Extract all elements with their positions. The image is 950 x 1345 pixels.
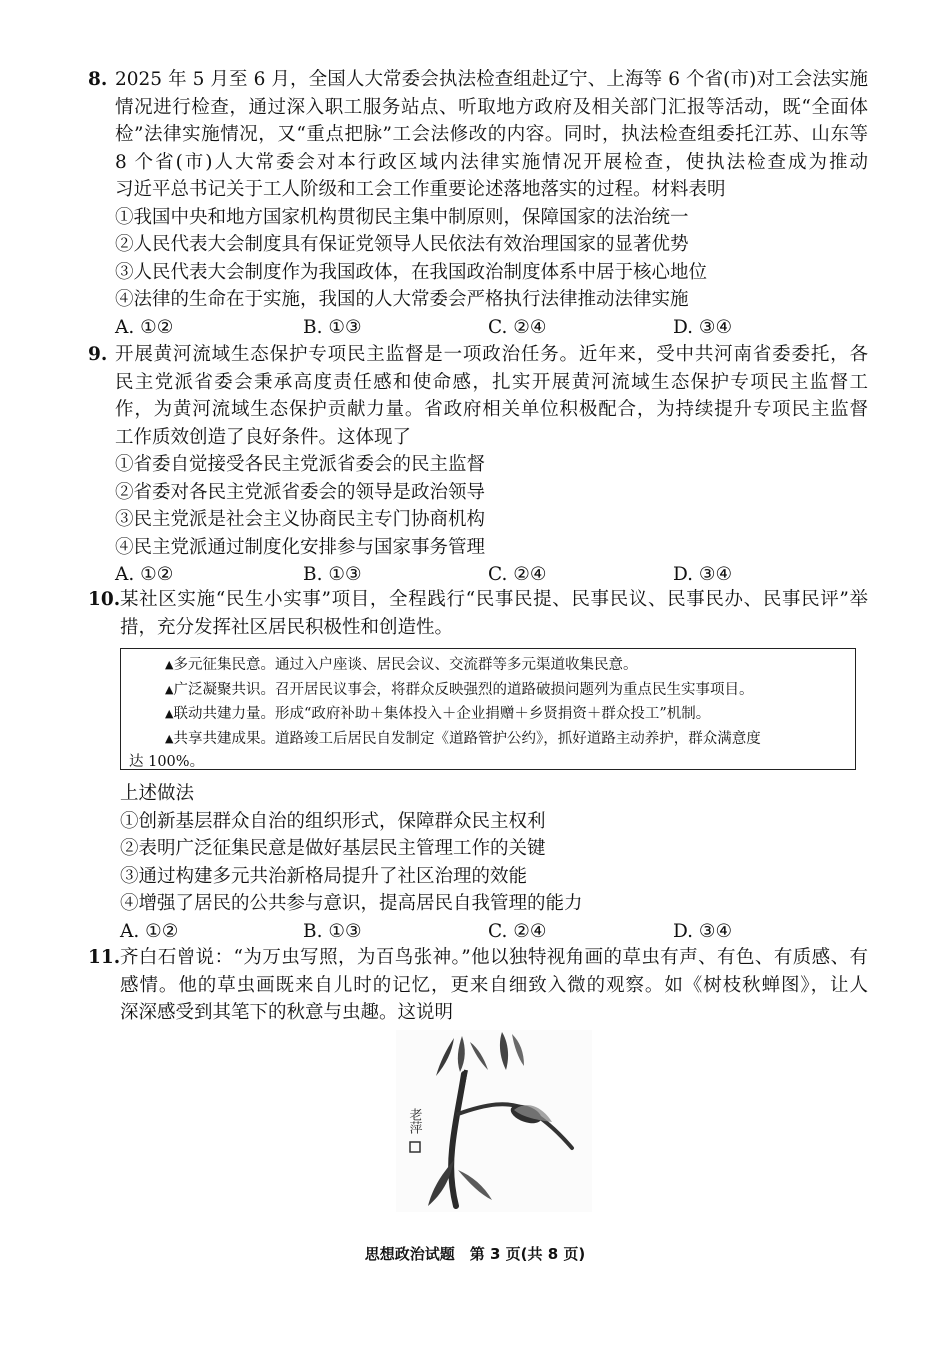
artist-signature: 老萍 bbox=[406, 1108, 422, 1134]
question-9-stem bbox=[88, 341, 868, 451]
material-line bbox=[129, 727, 847, 752]
stem-line: 齐白石曾说：“为万虫写照，为百鸟张神。”他以独特视角画的草虫有声、有色、有质感、有 bbox=[120, 947, 868, 968]
question-8-choices bbox=[88, 314, 868, 342]
option-1: ①我国中央和地方国家机构贯彻民主集中制原则，保障国家的法治统一 bbox=[115, 206, 689, 228]
material-text: 共享共建成果。道路竣工后居民自发制定《道路管护公约》，抓好道路主动养护，群众满意度 bbox=[173, 730, 761, 747]
question-11 bbox=[88, 944, 868, 1027]
stem-line: 作，为黄河流域生态保护贡献力量。省政府相关单位积极配合，为持续提升专项民主监督 bbox=[115, 399, 868, 420]
stem-line: 感情。他的草虫画既来自儿时的记忆，更来自细致入微的观察。如《树枝秋蝉图》，让人 bbox=[120, 974, 868, 996]
triangle-bullet-icon: ▲ bbox=[165, 658, 174, 671]
stem-line: 检”法律实施情况，又“重点把脉”工会法修改的内容。同时，执法检查组委托江苏、山东等 bbox=[115, 124, 868, 145]
material-line bbox=[129, 702, 847, 727]
question-8-stem bbox=[88, 66, 868, 204]
question-10-options bbox=[88, 780, 868, 918]
triangle-bullet-icon: ▲ bbox=[165, 731, 174, 745]
question-10-choices bbox=[88, 918, 868, 946]
stem-line: 深深感受到其笔下的秋意与虫趣。这说明 bbox=[120, 1002, 454, 1023]
stem-line: 习近平总书记关于工人阶级和工会工作重要论述落地落实的过程。材料表明 bbox=[115, 179, 726, 200]
material-line: 达 100%。 bbox=[129, 754, 205, 770]
option-2: ②人民代表大会制度具有保证党领导人民依法有效治理国家的显著优势 bbox=[115, 234, 689, 255]
question-10-body bbox=[88, 780, 868, 945]
option-1: ①创新基层群众自治的组织形式，保障群众民主权利 bbox=[120, 810, 546, 832]
material-text: 广泛凝聚共识。召开居民议事会，将群众反映强烈的道路破损问题列为重点民生实事项目。 bbox=[173, 681, 754, 698]
question-8-number: 8. bbox=[88, 69, 108, 90]
question-8-options bbox=[88, 204, 868, 314]
choice-d: D. ③④ bbox=[673, 316, 733, 338]
question-9-options bbox=[88, 451, 868, 561]
painting-paper bbox=[396, 1030, 592, 1212]
stem-line: 某社区实施“民生小实事”项目，全程践行“民事民提、民事民议、民事民办、民事民评”举 bbox=[120, 589, 868, 610]
option-3: ③通过构建多元共治新格局提升了社区治理的效能 bbox=[120, 865, 528, 887]
question-11-stem bbox=[88, 944, 868, 1027]
choice-b: B. ①③ bbox=[303, 316, 362, 338]
option-4: ④民主党派通过制度化安排参与国家事务管理 bbox=[115, 536, 486, 558]
material-line bbox=[129, 653, 847, 678]
material-text: 多元征集民意。通过入户座谈、居民会议、交流群等多元渠道收集民意。 bbox=[173, 657, 638, 673]
stem-line: 8 个省(市)人大常委会对本行政区域内法律实施情况开展检查，使执法检查成为推动 bbox=[115, 151, 868, 173]
option-4: ④法律的生命在于实施，我国的人大常委会严格执行法律推动法律实施 bbox=[115, 289, 689, 310]
choice-a: A. ①② bbox=[120, 920, 179, 942]
question-9-choices bbox=[88, 561, 868, 589]
question-11-number: 11. bbox=[88, 947, 121, 968]
stem-line: 情况进行检查，通过深入职工服务站点、听取地方政府及相关部门汇报等活动，既“全面体 bbox=[115, 96, 868, 118]
stem-line: 2025 年 5 月至 6 月，全国人大常委会执法检查组赴辽宁、上海等 6 个省(市)对工会法实施 bbox=[115, 69, 868, 90]
material-line bbox=[129, 678, 847, 703]
question-9 bbox=[88, 341, 868, 589]
stem-line: 措，充分发挥社区居民积极性和创造性。 bbox=[120, 616, 454, 638]
choice-c: C. ②④ bbox=[488, 920, 547, 942]
question-9-number: 9. bbox=[88, 344, 108, 365]
option-1: ①省委自觉接受各民主党派省委会的民主监督 bbox=[115, 454, 486, 475]
option-4: ④增强了居民的公共参与意识，提高居民自我管理的能力 bbox=[120, 893, 583, 914]
question-10-number: 10. bbox=[88, 589, 121, 610]
stem-line: 开展黄河流域生态保护专项民主监督是一项政治任务。近年来，受中共河南省委委托，各 bbox=[115, 344, 868, 365]
material-text: 联动共建力量。形成“政府补助＋集体投入＋企业捐赠＋乡贤捐资＋群众投工”机制。 bbox=[173, 706, 711, 722]
question-10-stem bbox=[88, 586, 868, 641]
choice-c: C. ②④ bbox=[488, 564, 547, 585]
option-3: ③民主党派是社会主义协商民主专门协商机构 bbox=[115, 509, 486, 530]
option-2: ②表明广泛征集民意是做好基层民主管理工作的关键 bbox=[120, 838, 546, 859]
choice-d: D. ③④ bbox=[673, 920, 733, 942]
choice-c: C. ②④ bbox=[488, 316, 547, 338]
option-3: ③人民代表大会制度作为我国政体，在我国政治制度体系中居于核心地位 bbox=[115, 261, 708, 283]
choice-a: A. ①② bbox=[115, 564, 174, 585]
choice-b: B. ①③ bbox=[303, 564, 362, 585]
question-8 bbox=[88, 66, 868, 341]
choice-d: D. ③④ bbox=[673, 564, 733, 585]
stem-line: 工作质效创造了良好条件。这体现了 bbox=[115, 426, 412, 448]
question-10-intro: 上述做法 bbox=[120, 783, 195, 804]
cicada-painting bbox=[396, 1030, 592, 1212]
triangle-bullet-icon: ▲ bbox=[165, 682, 174, 696]
choice-b: B. ①③ bbox=[303, 920, 362, 942]
triangle-bullet-icon: ▲ bbox=[165, 707, 174, 720]
option-2: ②省委对各民主党派省委会的领导是政治领导 bbox=[115, 481, 486, 503]
material-box bbox=[120, 648, 856, 770]
stem-line: 民主党派省委会秉承高度责任感和使命感，扎实开展黄河流域生态保护专项民主监督工 bbox=[115, 371, 868, 393]
page-footer: 思想政治试题 第 3 页(共 8 页) bbox=[364, 1245, 586, 1263]
choice-a: A. ①② bbox=[115, 316, 174, 338]
question-10 bbox=[88, 586, 868, 641]
